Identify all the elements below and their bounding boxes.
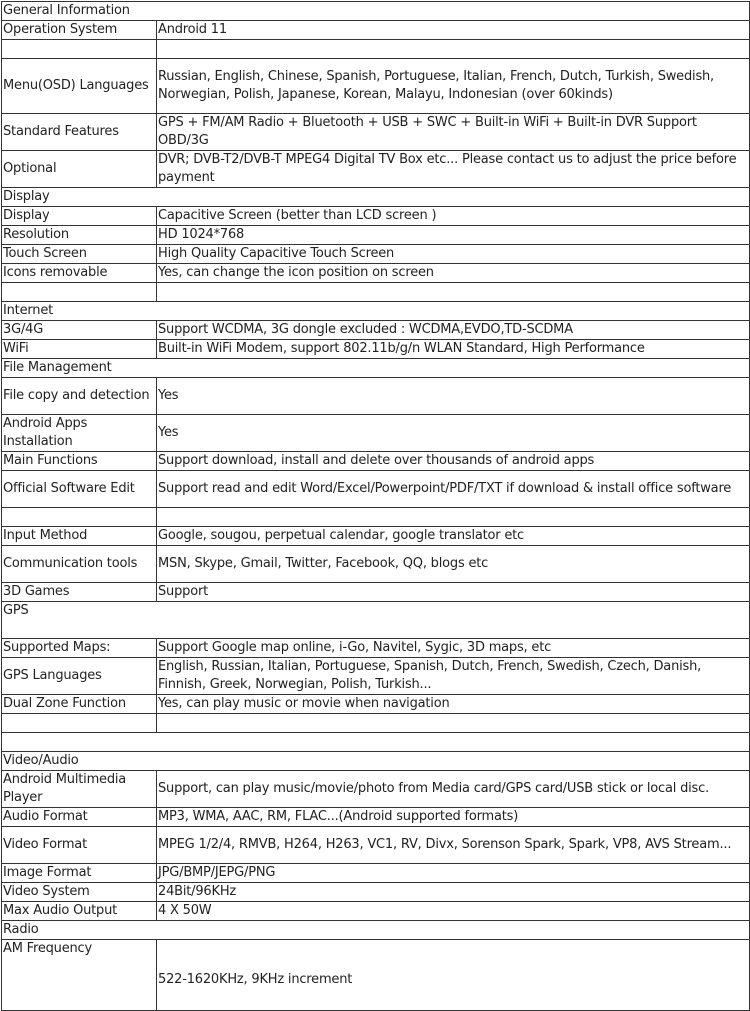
table-row [2,114,750,151]
spec-value: Russian, English, Chinese, Spanish, Portuguese, Italian, French, Dutch, Turkish, Swedish, Norwegian, Polish, Japanese, Korean, Malayu, Indonesian (over 60kinds) [157,59,750,114]
table-row [2,639,750,658]
spec-label: Video System [2,883,157,902]
spec-label: Display [2,207,157,226]
table-row [2,151,750,188]
spec-label: Android Multimedia Player [2,771,157,808]
spec-value: GPS + FM/AM Radio + Bluetooth + USB + SWC + Built-in WiFi + Built-in DVR Support OBD/3G [157,114,750,151]
spec-label: Input Method [2,527,157,546]
table-row [2,245,750,264]
spec-value: Android 11 [157,21,750,40]
table-row [2,452,750,471]
spec-value: English, Russian, Italian, Portuguese, Spanish, Dutch, French, Swedish, Czech, Danish, Finnish, Greek, Norwegian, Polish, Turkish... [157,658,750,695]
table-row [2,808,750,827]
table-row [2,583,750,602]
table-row [2,658,750,695]
table-row [2,415,750,452]
spec-label: Android Apps Installation [2,415,157,452]
spec-value: Yes [157,378,750,415]
section-row [2,2,750,21]
table-row [2,695,750,714]
spec-label: 3D Games [2,583,157,602]
section-row [2,302,750,321]
section-video-audio: Video/Audio [2,752,750,771]
table-row [2,378,750,415]
spec-value: Support WCDMA, 3G dongle excluded : WCDMA,EVDO,TD-SCDMA [157,321,750,340]
spec-value: Support [157,583,750,602]
spec-value: Support Google map online, i-Go, Navitel, Sygic, 3D maps, etc [157,639,750,658]
spec-label: 3G/4G [2,321,157,340]
spec-label: Resolution [2,226,157,245]
table-row [2,546,750,583]
table-row [2,340,750,359]
table-row [2,59,750,114]
section-row [2,602,750,639]
blank-row [2,283,750,302]
section-row [2,921,750,940]
table-row [2,827,750,864]
spec-value: Support, can play music/movie/photo from Media card/GPS card/USB stick or local disc. [157,771,750,808]
spec-label: Icons removable [2,264,157,283]
spec-label: Touch Screen [2,245,157,264]
blank-row [2,40,750,59]
spec-label: Menu(OSD) Languages [2,59,157,114]
spec-value: MP3, WMA, AAC, RM, FLAC...(Android supported formats) [157,808,750,827]
blank-row [2,508,750,527]
spec-label: Dual Zone Function [2,695,157,714]
table-row [2,471,750,508]
spec-value: Support read and edit Word/Excel/Powerpoint/PDF/TXT if download & install office software [157,471,750,508]
spec-value: 24Bit/96KHz [157,883,750,902]
spec-value: 4 X 50W [157,902,750,921]
section-display: Display [2,188,750,207]
spec-value: MSN, Skype, Gmail, Twitter, Facebook, QQ, blogs etc [157,546,750,583]
spec-label: GPS Languages [2,658,157,695]
spec-value: Built-in WiFi Modem, support 802.11b/g/n WLAN Standard, High Performance [157,340,750,359]
section-row [2,752,750,771]
section-general: General Information [2,2,750,21]
spec-value: HD 1024*768 [157,226,750,245]
spec-value: MPEG 1/2/4, RMVB, H264, H263, VC1, RV, Divx, Sorenson Spark, Spark, VP8, AVS Stream... [157,827,750,864]
table-row [2,527,750,546]
table-row [2,883,750,902]
table-row [2,21,750,40]
section-file: File Management [2,359,750,378]
blank-row [2,714,750,733]
section-row [2,188,750,207]
spec-label: Supported Maps: [2,639,157,658]
spec-label: Operation System [2,21,157,40]
section-internet: Internet [2,302,750,321]
spec-value: Yes, can play music or movie when navigation [157,695,750,714]
spec-label: Image Format [2,864,157,883]
spec-value: Capacitive Screen (better than LCD screen ) [157,207,750,226]
spec-value: Yes, can change the icon position on screen [157,264,750,283]
spec-value: DVR; DVB-T2/DVB-T MPEG4 Digital TV Box etc... Please contact us to adjust the price before payment [157,151,750,188]
table-row [2,864,750,883]
table-row [2,207,750,226]
table-row [2,771,750,808]
spec-label: WiFi [2,340,157,359]
spec-value: JPG/BMP/JEPG/PNG [157,864,750,883]
spec-label: AM Frequency [2,940,157,1011]
spec-label: Max Audio Output [2,902,157,921]
spec-table [1,1,750,1011]
spec-value: Google, sougou, perpetual calendar, google translator etc [157,527,750,546]
blank-row [2,733,750,752]
spec-value: 522-1620KHz, 9KHz increment [157,940,750,1011]
spec-label: Video Format [2,827,157,864]
spec-label: Official Software Edit [2,471,157,508]
table-row [2,902,750,921]
section-gps: GPS [2,602,750,639]
table-row [2,226,750,245]
spec-label: Standard Features [2,114,157,151]
spec-label: Optional [2,151,157,188]
spec-label: Audio Format [2,808,157,827]
table-row [2,264,750,283]
section-row [2,359,750,378]
table-row [2,321,750,340]
spec-value: Yes [157,415,750,452]
section-radio: Radio [2,921,750,940]
spec-label: Main Functions [2,452,157,471]
spec-label: File copy and detection [2,378,157,415]
spec-value: High Quality Capacitive Touch Screen [157,245,750,264]
spec-value: Support download, install and delete over thousands of android apps [157,452,750,471]
spec-label: Communication tools [2,546,157,583]
